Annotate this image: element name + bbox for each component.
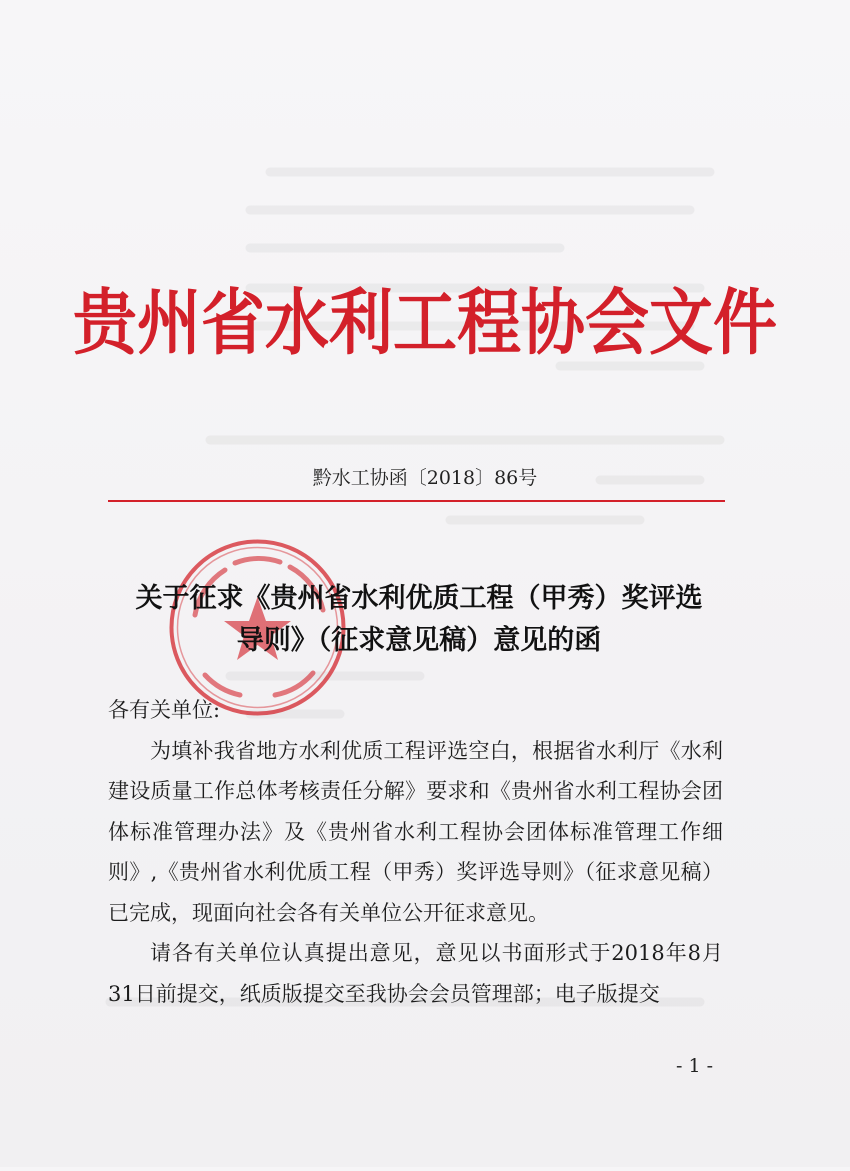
letter-title [104, 578, 734, 662]
salutation: 各有关单位: [108, 698, 221, 722]
title-line-2: 导则》（征求意见稿）意见的函 [236, 625, 602, 656]
letter-body [108, 690, 723, 1014]
red-divider-line [108, 500, 725, 502]
masthead-title: 贵州省水利工程协会文件 [73, 282, 777, 366]
page-number: - 1 - [676, 1055, 714, 1077]
paragraph-1: 为填补我省地方水利优质工程评选空白，根据省水利厅《水利建设质量工作总体考核责任分解》要求和《贵州省水利工程协会团体标准管理办法》及《贵州省水利工程协会团体标准管理工作细则》,《贵州省水利优质工程（甲秀）奖评选导则》（征求意见稿）已完成，现面向社会各有关单位公开征求意见。 [108, 738, 723, 925]
paragraph-2: 请各有关单位认真提出意见，意见以书面形式于2018年8月31日前提交，纸质版提交至我协会会员管理部；电子版提交 [108, 941, 723, 1006]
document-number: 黔水工协函〔2018〕86号 [312, 467, 538, 489]
title-line-1: 关于征求《贵州省水利优质工程（甲秀）奖评选 [135, 583, 703, 614]
